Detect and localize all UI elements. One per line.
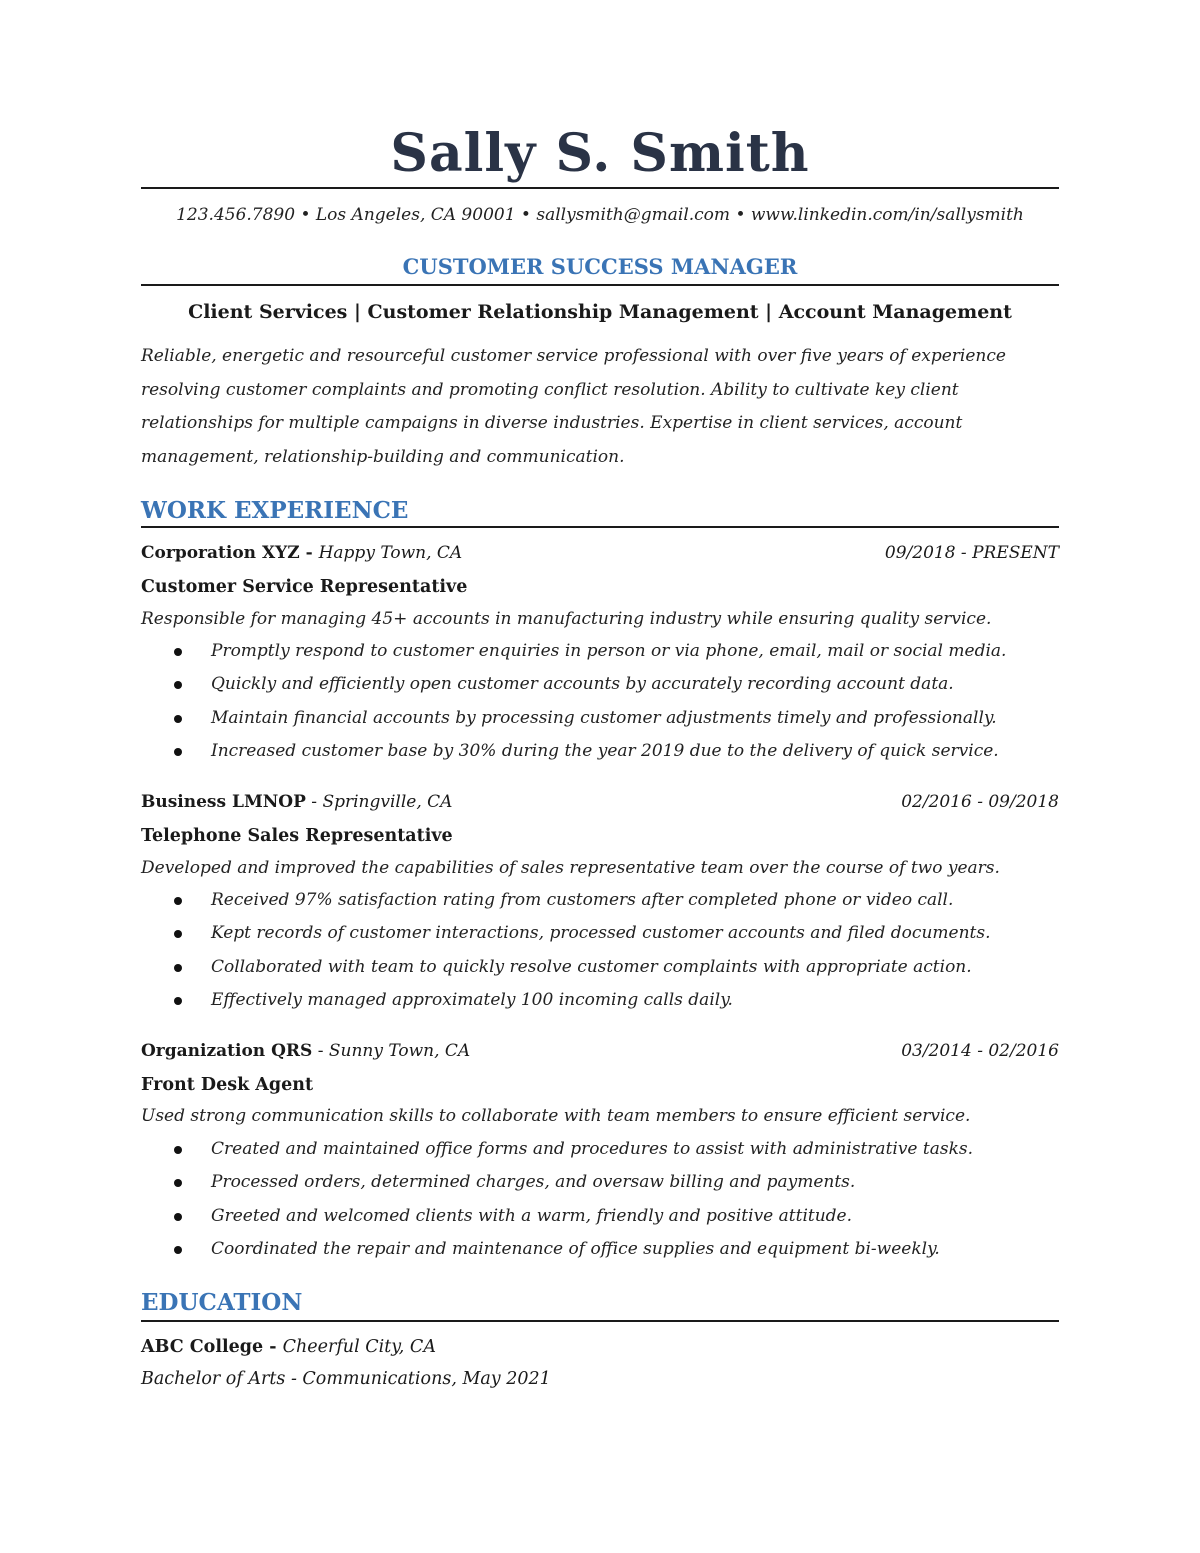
job-bullets xyxy=(141,1133,973,1266)
section-title-education: EDUCATION xyxy=(141,1289,303,1316)
school-name: ABC College xyxy=(141,1337,264,1357)
job-bullets xyxy=(141,884,990,1017)
list-item: Processed orders, determined charges, and oversaw billing and payments. xyxy=(141,1166,973,1199)
list-item: Maintain financial accounts by processing customer adjustments timely and professionally. xyxy=(141,702,1006,735)
bullet-icon xyxy=(174,648,182,656)
bullet-icon xyxy=(174,897,182,905)
bullet-icon xyxy=(174,715,182,723)
candidate-name: Sally S. Smith xyxy=(390,123,810,184)
job-location: Happy Town, CA xyxy=(318,543,463,563)
company-name: Organization QRS xyxy=(141,1041,313,1061)
contact-line: 123.456.7890 • Los Angeles, CA 90001 • sallysmith@gmail.com • www.linkedin.com/in/sallysmith xyxy=(176,205,1024,225)
list-item: Promptly respond to customer enquiries in person or via phone, email, mail or social media. xyxy=(141,635,1006,668)
bullet-icon xyxy=(174,1146,182,1154)
education-divider xyxy=(141,1320,1059,1322)
list-item: Quickly and efficiently open customer accounts by accurately recording account data. xyxy=(141,668,1006,701)
skills-line: Client Services | Customer Relationship Management | Account Management xyxy=(188,301,1012,323)
job-description: Used strong communication skills to collaborate with team members to ensure efficient service. xyxy=(141,1106,971,1126)
separator: - xyxy=(263,1337,283,1357)
job-dates: 03/2014 - 02/2016 xyxy=(901,1041,1059,1061)
work-divider xyxy=(141,526,1059,528)
job-header xyxy=(141,540,1059,566)
list-item: Received 97% satisfaction rating from customers after completed phone or video call. xyxy=(141,884,990,917)
company-name: Business LMNOP xyxy=(141,792,306,812)
list-item: Created and maintained office forms and procedures to assist with administrative tasks. xyxy=(141,1133,973,1166)
list-item: Increased customer base by 30% during the year 2019 due to the delivery of quick service. xyxy=(141,735,1006,768)
bullet-icon xyxy=(174,1179,182,1187)
job-description: Developed and improved the capabilities of sales representative team over the course of two years. xyxy=(141,858,1000,878)
name-divider xyxy=(141,187,1059,189)
list-item: Coordinated the repair and maintenance of office supplies and equipment bi-weekly. xyxy=(141,1233,973,1266)
list-item: Greeted and welcomed clients with a warm, friendly and positive attitude. xyxy=(141,1200,973,1233)
separator: - xyxy=(312,1041,329,1061)
bullet-icon xyxy=(174,930,182,938)
bullet-icon xyxy=(174,748,182,756)
job-title: Customer Service Representative xyxy=(141,577,468,597)
job-header xyxy=(141,789,1059,815)
job-location: Sunny Town, CA xyxy=(328,1041,471,1061)
bullet-icon xyxy=(174,997,182,1005)
bullet-icon xyxy=(174,681,182,689)
professional-summary: Reliable, energetic and resourceful customer service professional with over five years of experience resolving customer complaints and promoting conflict resolution. Ability to cultivate key client relationships for multiple campaigns in diverse industries. Expertise in client services, account management, relationship-building and communication. xyxy=(141,346,1006,467)
company-name: Corporation XYZ xyxy=(141,543,300,563)
bullet-icon xyxy=(174,1246,182,1254)
job-description: Responsible for managing 45+ accounts in manufacturing industry while ensuring quality service. xyxy=(141,609,992,629)
education-school-line xyxy=(141,1334,436,1360)
role-divider xyxy=(141,284,1059,286)
list-item: Effectively managed approximately 100 incoming calls daily. xyxy=(141,984,990,1017)
separator: - xyxy=(305,792,323,812)
job-title: Telephone Sales Representative xyxy=(141,826,453,846)
list-item: Kept records of customer interactions, processed customer accounts and filed documents. xyxy=(141,917,990,950)
job-header xyxy=(141,1038,1059,1064)
school-location: Cheerful City, CA xyxy=(282,1337,436,1357)
section-title-work: WORK EXPERIENCE xyxy=(141,497,409,524)
job-bullets xyxy=(141,635,1006,768)
job-title: Front Desk Agent xyxy=(141,1075,314,1095)
degree-line: Bachelor of Arts - Communications, May 2021 xyxy=(141,1369,551,1389)
bullet-icon xyxy=(174,964,182,972)
target-role: CUSTOMER SUCCESS MANAGER xyxy=(402,254,798,279)
list-item: Collaborated with team to quickly resolve customer complaints with appropriate action. xyxy=(141,951,990,984)
job-dates: 09/2018 - PRESENT xyxy=(884,543,1059,563)
job-location: Springville, CA xyxy=(322,792,453,812)
bullet-icon xyxy=(174,1213,182,1221)
separator: - xyxy=(299,543,319,563)
job-dates: 02/2016 - 09/2018 xyxy=(901,792,1059,812)
